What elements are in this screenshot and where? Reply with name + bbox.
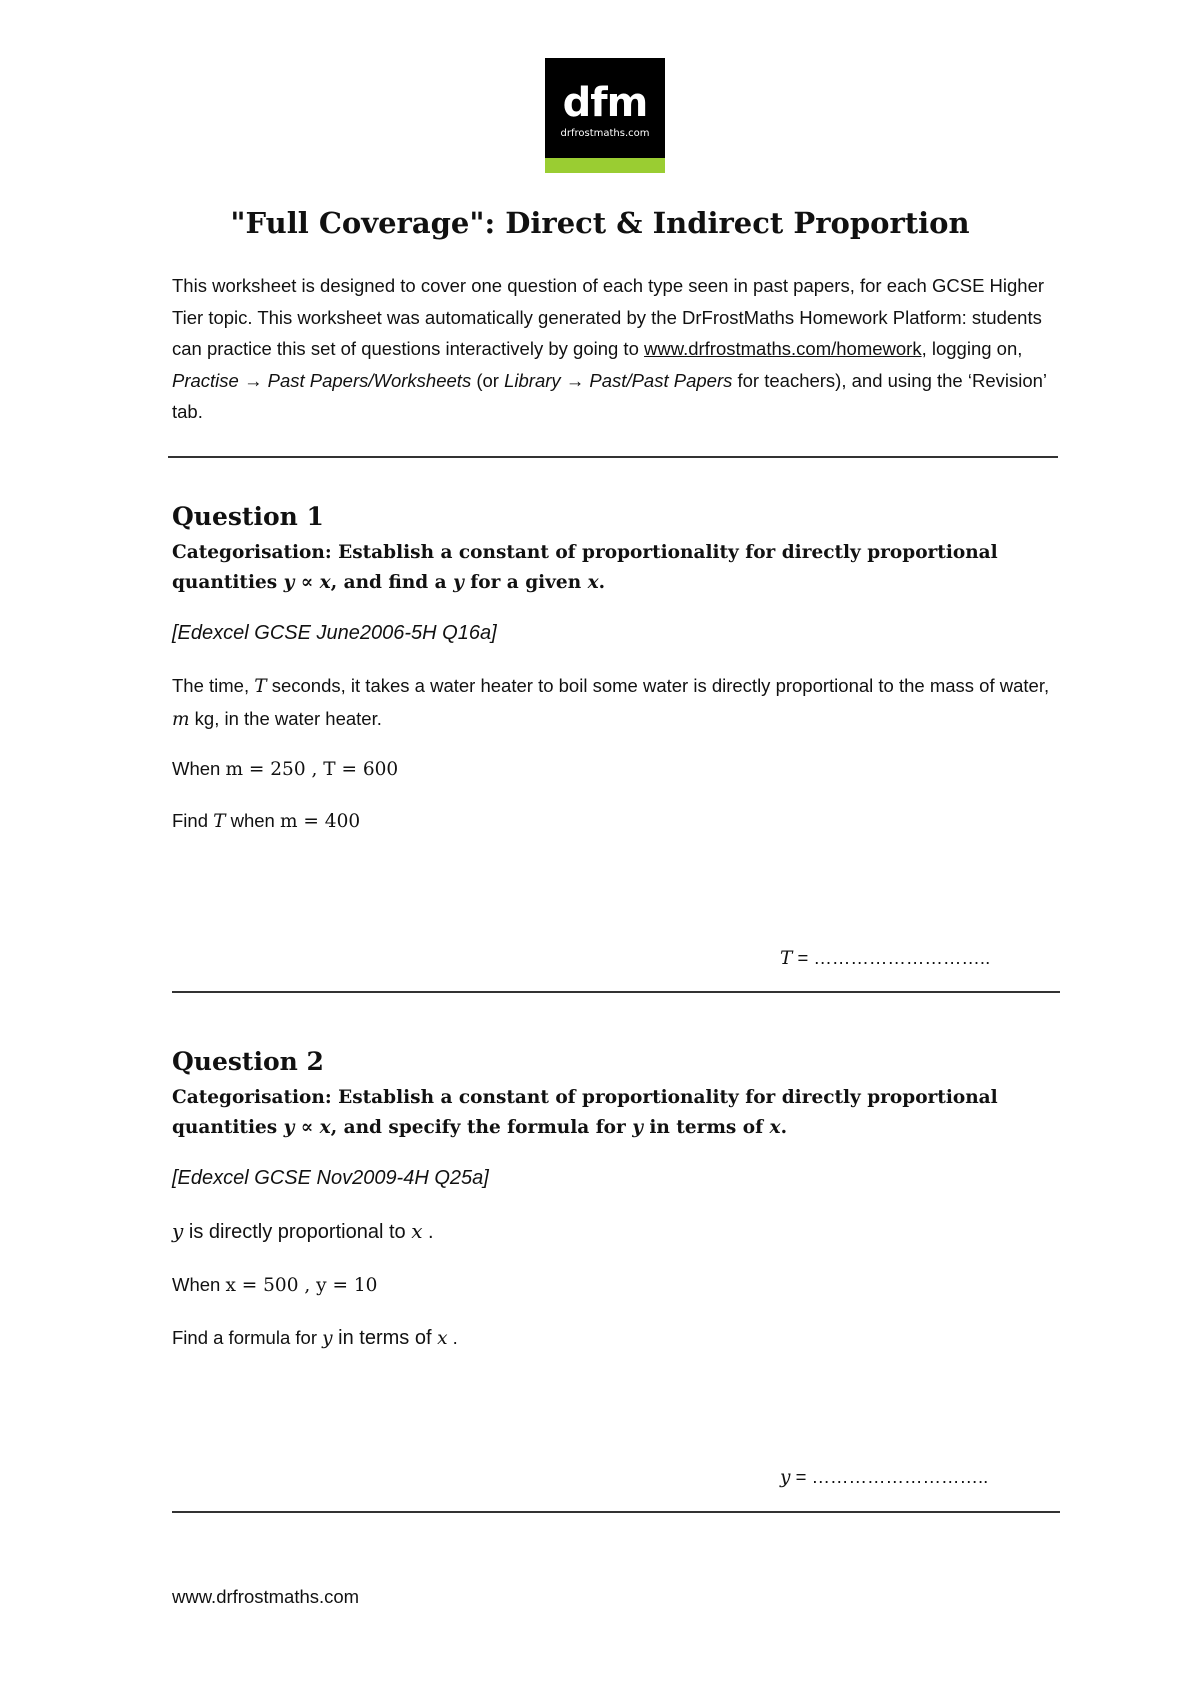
q-var: T [254, 676, 267, 697]
q-var: x [437, 1328, 448, 1349]
cat-text: for a given [463, 572, 588, 593]
q-text: . [447, 1327, 458, 1348]
question-1-body [172, 670, 1052, 736]
q-expr: x = 500 , y = 10 [225, 1275, 378, 1296]
cat-text: , and specify the formula for [330, 1117, 633, 1138]
question-2-statement [172, 1215, 1052, 1248]
q-var: y [322, 1328, 333, 1349]
q-text: is directly proportional to [183, 1221, 412, 1243]
question-2-source: [Edexcel GCSE Nov2009-4H Q25a] [172, 1167, 489, 1189]
page-title: "Full Coverage": Direct & Indirect Proportion [230, 206, 970, 240]
cat-expr: y ∝ x [283, 572, 331, 593]
answer-dots: = ……………………….. [792, 947, 991, 968]
answer-var: T [780, 948, 793, 969]
question-2-categorisation [172, 1083, 1052, 1143]
intro-nav-student: Practise → Past Papers/Worksheets [172, 369, 472, 391]
q-var: m [172, 709, 190, 730]
question-1-given [172, 753, 1052, 786]
cat-text: , and find a [330, 572, 454, 593]
logo-sub-text: drfrostmaths.com [560, 128, 650, 139]
q-text: When [172, 758, 226, 779]
cat-text: Categorisation: Establish a constant of proportionality for directly proportional quantities [172, 1087, 998, 1138]
q-expr: m = 250 , T = 600 [225, 759, 399, 780]
cat-text: Categorisation: Establish a constant of proportionality for directly proportional quantities [172, 542, 998, 593]
q-text: when [225, 810, 280, 831]
cat-text: . [598, 572, 606, 593]
q-text: Find [172, 810, 214, 831]
question-1-answer-line[interactable] [780, 947, 990, 969]
divider [172, 991, 1060, 993]
q-text: kg, in the water heater. [189, 708, 382, 729]
question-1-categorisation [172, 538, 1052, 598]
divider [172, 1511, 1060, 1513]
logo-main-text: dfm [562, 80, 648, 126]
question-2-given [172, 1269, 1052, 1302]
cat-expr: y ∝ x [283, 1117, 331, 1138]
q-text: . [422, 1221, 434, 1243]
cat-var: x [769, 1117, 781, 1138]
footer-url: www.drfrostmaths.com [172, 1586, 360, 1607]
cat-text: . [780, 1117, 788, 1138]
homework-link[interactable]: www.drfrostmaths.com/homework [644, 338, 922, 359]
divider [168, 456, 1058, 458]
cat-var: x [587, 572, 599, 593]
cat-var: y [453, 572, 464, 593]
intro-paragraph [172, 270, 1072, 428]
q-var: T [213, 811, 226, 832]
question-1-find [172, 805, 1052, 838]
intro-text: for teachers), and using the ‘Revision’ tab. [172, 369, 1047, 422]
question-2-heading: Question 2 [172, 1047, 324, 1076]
q-var: y [172, 1219, 184, 1243]
answer-var: y [780, 1467, 791, 1488]
intro-nav-teacher: Library → Past/Past Papers [504, 369, 733, 391]
question-1-source: [Edexcel GCSE June2006-5H Q16a] [172, 622, 497, 644]
dfm-logo [545, 58, 665, 173]
answer-dots: = ……………………….. [790, 1466, 989, 1487]
cat-text: in terms of [642, 1117, 770, 1138]
q-text: The time, [172, 675, 255, 696]
q-text: in terms of [332, 1327, 438, 1349]
q-var: x [411, 1219, 423, 1243]
intro-text: This worksheet is designed to cover one question of each type seen in past papers, for each GCSE Higher Tier topic. This worksheet was automatically generated by the DrFrostMaths Homework Platform: students can practice this set of questions interactively by going to [172, 275, 1045, 359]
intro-text: (or [471, 369, 505, 391]
q-text: Find a formula for [172, 1327, 323, 1348]
q-text: When [172, 1274, 226, 1295]
q-expr: m = 400 [280, 811, 361, 832]
logo-accent-bar [545, 158, 665, 173]
intro-text: , logging on, [921, 338, 1023, 359]
question-1-heading: Question 1 [172, 502, 324, 531]
q-text: seconds, it takes a water heater to boil some water is directly proportional to the mass of water, [266, 675, 1050, 696]
cat-var: y [632, 1117, 643, 1138]
question-2-find [172, 1322, 1052, 1355]
question-2-answer-line[interactable] [780, 1466, 988, 1488]
